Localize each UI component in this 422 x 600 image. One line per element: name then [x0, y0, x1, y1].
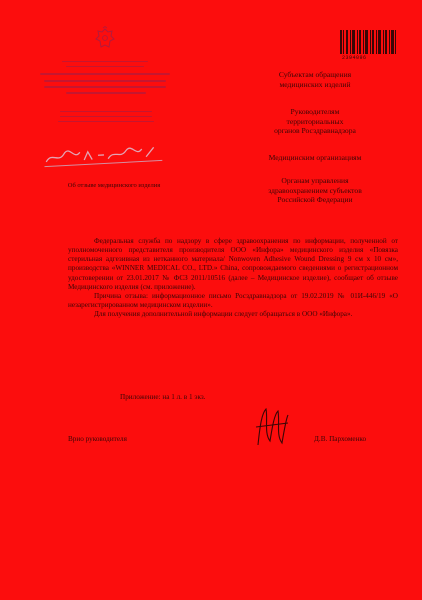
body-paragraph-main: Федеральная служба по надзору в сфере здравоохранения по информации, полученной от уполномоченного представителя производителя ООО «Инфора» медицинского изделия «Повязка стерильная адгезивная из нетканного материала/ Nonwoven Adhesive Wound Dressing 9 см х 10 см», производства «WINNER MEDICAL CO., LTD.» China, сопровождаемого сведениями о регистрационном удостоверении от 23.01.2017 № ФСЗ 2011/10516 (далее – Медицинское изделие), сообщает об отзыве Медицинского изделия (см. приложение).	[68, 237, 398, 291]
signatory-name: Д.В. Пархоменко	[314, 435, 367, 443]
handwriting-icon	[44, 144, 163, 166]
addressee-medical-orgs: Медицинским организациям	[268, 153, 362, 162]
signatory-position: Врио руководителя	[68, 435, 127, 443]
subject-line: Об отзыве медицинского изделия	[67, 182, 161, 189]
handwritten-signature-icon	[252, 405, 292, 451]
body-paragraph-reason: Причина отзыва: информационное письмо Росздравнадзора от 19.02.2019 № 01И-446/19 «О незарегистрированном медицинском изделии».	[68, 291, 398, 309]
addressee-health-authorities: Органам управления здравоохранением субъектов Российской Федерации	[268, 176, 362, 205]
addressee-subjects: Субъектам обращения медицинских изделий	[278, 70, 352, 89]
registration-number-handwritten	[44, 144, 163, 167]
letter-body	[68, 237, 398, 319]
attachment-note: Приложение: на 1 л. в 1 экз.	[120, 393, 206, 401]
coat-of-arms-icon	[92, 26, 118, 52]
body-paragraph-contact: Для получения дополнительной информации следует обращаться в ООО «Инфора».	[94, 310, 353, 319]
addressee-regional-heads: Руководителям территориальных органов Росздравнадзора	[274, 107, 356, 136]
barcode-icon	[340, 30, 396, 54]
barcode-number: 2394096	[342, 55, 367, 61]
